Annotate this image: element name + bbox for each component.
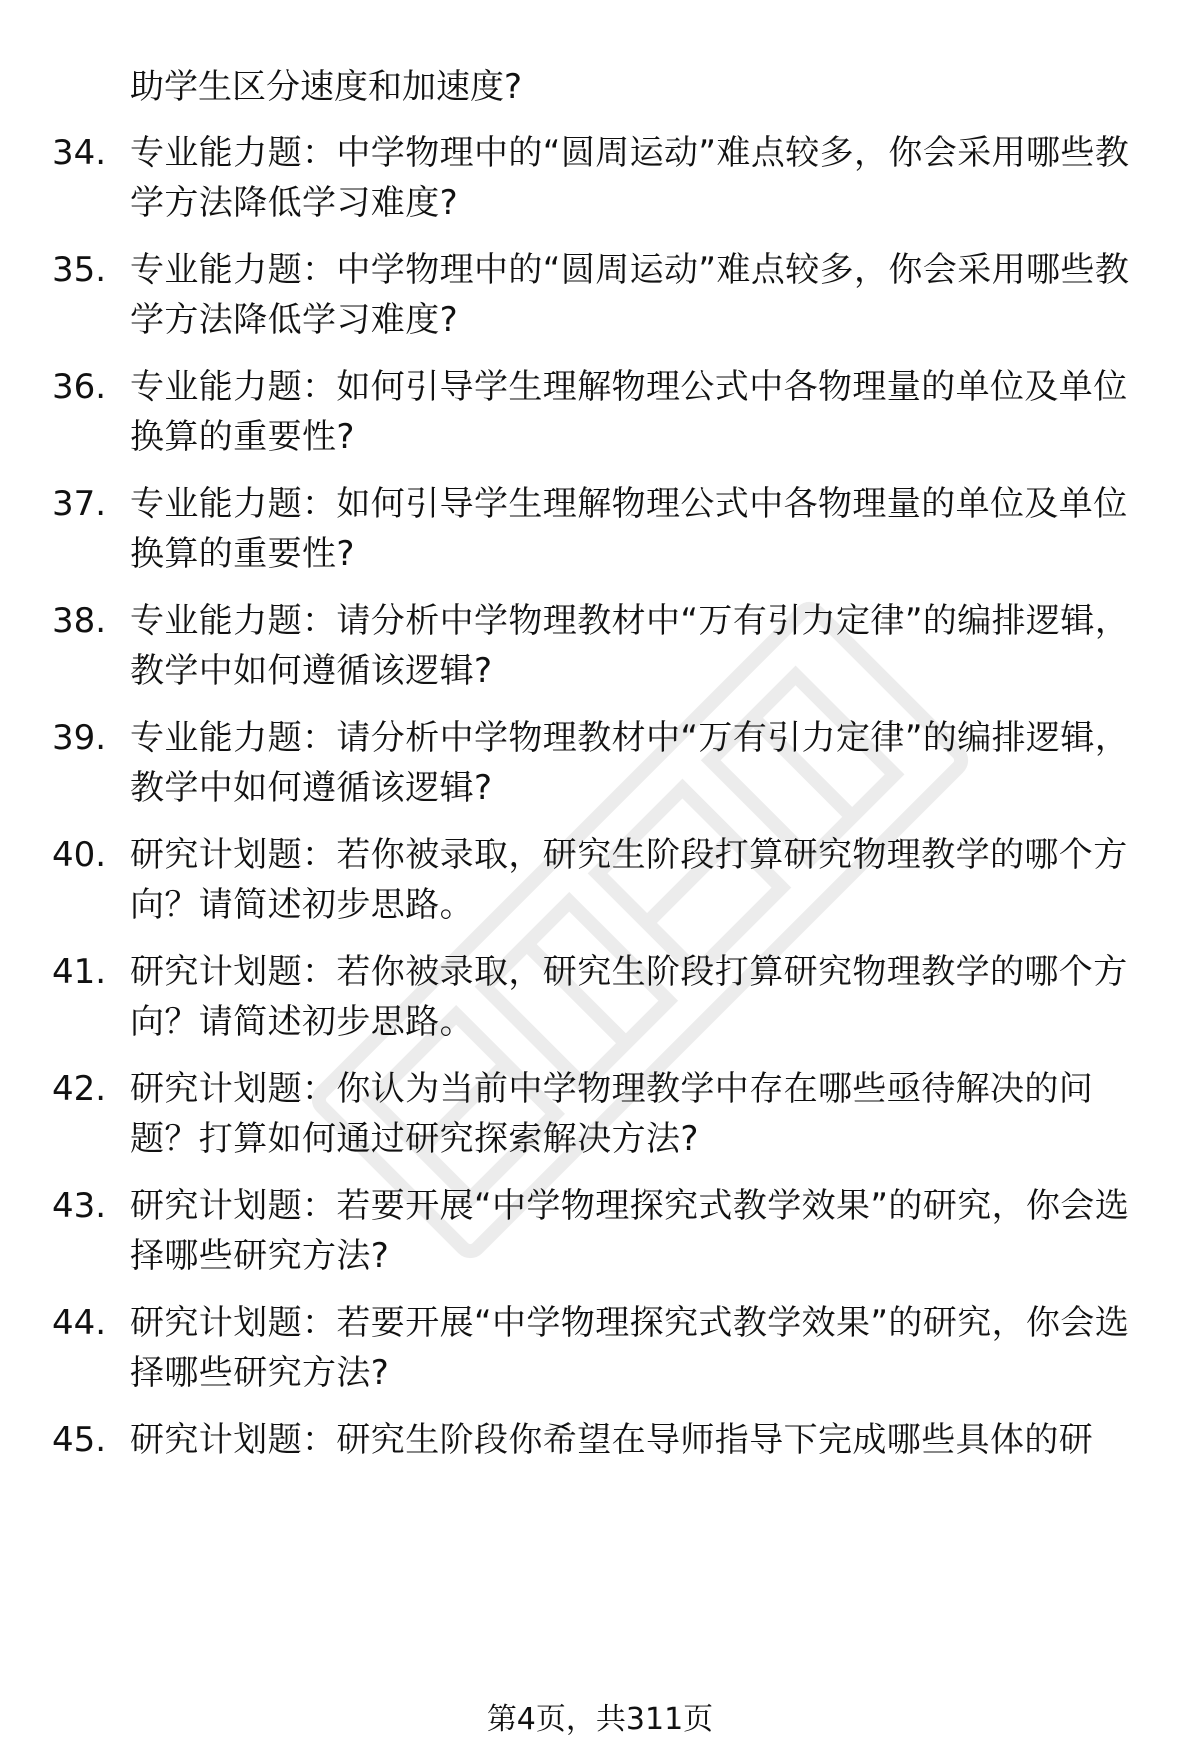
question-text: 研究计划题：若要开展“中学物理探究式教学效果”的研究，你会选择哪些研究方法? [130, 1303, 1130, 1393]
question-item [0, 1064, 1200, 1174]
question-item [0, 128, 1200, 238]
question-text: 专业能力题：请分析中学物理教材中“万有引力定律”的编排逻辑，教学中如何遵循该逻辑? [130, 718, 1130, 808]
question-number: 39. [52, 718, 107, 758]
question-item [0, 713, 1200, 823]
question-text: 研究计划题：若要开展“中学物理探究式教学效果”的研究，你会选择哪些研究方法? [130, 1186, 1130, 1276]
question-text: 研究计划题：你认为当前中学物理教学中存在哪些亟待解决的问题？打算如何通过研究探索解决方法? [130, 1069, 1094, 1159]
question-text: 专业能力题：中学物理中的“圆周运动”难点较多，你会采用哪些教学方法降低学习难度? [130, 133, 1130, 223]
question-item [0, 830, 1200, 940]
question-number: 35. [52, 250, 107, 290]
question-number: 34. [52, 133, 107, 173]
question-number: 42. [52, 1069, 107, 1109]
question-number: 36. [52, 367, 107, 407]
question-number: 43. [52, 1186, 107, 1226]
question-text: 研究计划题：研究生阶段你希望在导师指导下完成哪些具体的研 [130, 1420, 1094, 1460]
question-number: 45. [52, 1420, 107, 1460]
question-item [0, 596, 1200, 706]
question-number: 40. [52, 835, 107, 875]
question-text: 研究计划题：若你被录取，研究生阶段打算研究物理教学的哪个方向？请简述初步思路。 [130, 952, 1128, 1042]
question-item [0, 245, 1200, 355]
question-item [0, 362, 1200, 472]
question-item [0, 947, 1200, 1057]
question-item [0, 1181, 1200, 1291]
question-text: 专业能力题：中学物理中的“圆周运动”难点较多，你会采用哪些教学方法降低学习难度? [130, 250, 1130, 340]
question-number: 38. [52, 601, 107, 641]
question-item [0, 1298, 1200, 1408]
page-footer: 第4页，共311页 [486, 1702, 714, 1737]
question-text: 专业能力题：如何引导学生理解物理公式中各物理量的单位及单位换算的重要性? [130, 367, 1128, 457]
question-item [0, 1415, 1200, 1525]
question-text: 研究计划题：若你被录取，研究生阶段打算研究物理教学的哪个方向？请简述初步思路。 [130, 835, 1128, 925]
question-text: 专业能力题：如何引导学生理解物理公式中各物理量的单位及单位换算的重要性? [130, 484, 1128, 574]
question-text: 专业能力题：请分析中学物理教材中“万有引力定律”的编排逻辑，教学中如何遵循该逻辑? [130, 601, 1130, 691]
question-number: 44. [52, 1303, 107, 1343]
question-item [0, 479, 1200, 589]
continued-question-text: 助学生区分速度和加速度? [130, 67, 523, 107]
question-number: 41. [52, 952, 107, 992]
question-number: 37. [52, 484, 107, 524]
